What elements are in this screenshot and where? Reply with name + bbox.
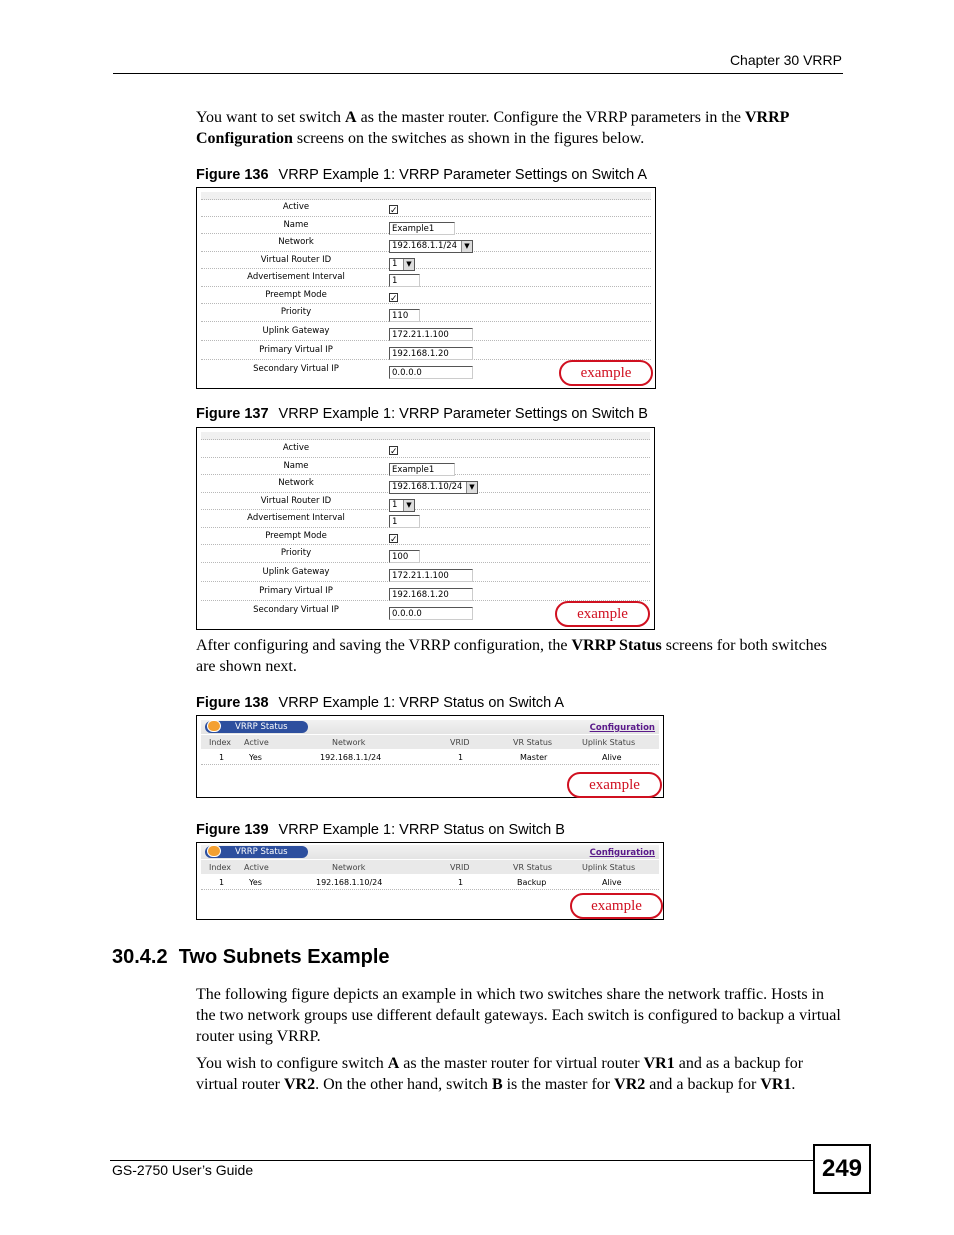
priority-input[interactable]: 100 [389,550,420,563]
status-dot-icon [207,845,221,857]
label-network: Network [278,478,314,488]
row-uplink [201,563,650,582]
cell-vr-status: Master [520,753,548,762]
figure-number: Figure 137 [196,406,269,422]
example-stamp: example [567,772,662,798]
label-secondary: Secondary Virtual IP [253,364,339,374]
preempt-checkbox[interactable]: ✓ [390,292,398,303]
chevron-down-icon: ▼ [466,482,477,493]
intro-paragraph [196,107,846,149]
label-active: Active [282,443,310,453]
status-dot-icon [207,720,221,732]
p2-text-6: and a backup for [645,1076,761,1093]
col-vrid: VRID [450,863,470,872]
label-priority: Priority [280,548,312,558]
chapter-header: Chapter 30 VRRP [729,52,842,68]
col-vr-status: VR Status [513,738,553,747]
status-title-bar [201,845,659,859]
label-preempt: Preempt Mode [265,530,327,541]
intro-text-2: as the master router. Configure the VRRP parameters in the [356,109,745,126]
row-network [201,474,650,493]
row-priority [201,303,651,322]
name-input[interactable]: Example1 [389,222,455,235]
p2-bold-6: VR1 [760,1076,792,1093]
name-input[interactable]: Example1 [389,463,455,476]
example-stamp: example [570,893,663,919]
vrid-value: 1 [392,258,398,269]
col-active: Active [244,863,269,872]
preempt-checkbox[interactable]: ✓ [390,533,398,544]
cell-active: Yes [249,753,262,762]
cell-vrid: 1 [458,753,464,762]
example-stamp: example [555,601,650,627]
status-title-pill: VRRP Status [205,846,308,858]
section-paragraph-2 [196,1053,846,1095]
chevron-down-icon: ▼ [403,259,414,270]
figure-136-screenshot [196,187,656,389]
table-row [201,750,659,765]
col-active: Active [244,738,269,747]
cell-uplink-status: Alive [602,878,622,887]
row-preempt [201,286,651,305]
active-checkbox[interactable]: ✓ [390,205,398,215]
configuration-link[interactable]: Configuration [589,848,655,858]
label-interval: Advertisement Interval [247,513,345,523]
figure-title: VRRP Example 1: VRRP Status on Switch A [278,695,565,711]
label-preempt: Preempt Mode [265,289,327,300]
network-value: 192.168.1.1/24 [392,241,458,251]
col-uplink-status: Uplink Status [582,863,636,872]
p2-bold-5: VR2 [614,1076,646,1093]
network-value: 192.168.1.10/24 [392,482,463,492]
figure-number: Figure 136 [196,167,269,183]
label-primary: Primary Virtual IP [259,345,333,355]
intro-bold-1: A [345,109,357,126]
footer-guide-title: GS-2750 User’s Guide [112,1162,254,1178]
after-bold-1: VRRP Status [571,637,662,654]
figure-title: VRRP Example 1: VRRP Parameter Settings on Switch B [278,406,648,422]
status-table-header [201,735,659,749]
table-row [201,875,659,890]
label-uplink: Uplink Gateway [262,567,330,577]
cell-index: 1 [219,753,225,762]
row-vrid [201,492,650,511]
figure-136-caption [196,167,647,183]
figure-title: VRRP Example 1: VRRP Parameter Settings on Switch A [278,167,648,183]
col-network: Network [332,863,366,872]
after-text-2: screens for both switches are shown next. [196,637,828,675]
p2-bold-3: VR2 [283,1076,316,1093]
p2-text-1: You wish to configure switch [196,1055,388,1072]
figure-number: Figure 139 [196,822,269,838]
figure-number: Figure 138 [196,695,269,711]
p2-bold-1: A [387,1055,400,1072]
chevron-down-icon: ▼ [461,241,472,252]
interval-input[interactable]: 1 [389,274,420,287]
page-number: 249 [813,1144,871,1194]
section-heading: 30.4.2 Two Subnets Example [112,946,390,968]
label-primary: Primary Virtual IP [259,586,333,596]
row-interval [201,268,651,287]
interval-input[interactable]: 1 [389,515,420,528]
row-interval [201,509,650,528]
cell-vrid: 1 [458,878,464,887]
vrid-value: 1 [392,499,398,510]
p2-text-4: . On the other hand, switch [315,1076,492,1093]
row-primary [201,341,651,360]
row-network [201,233,651,252]
figure-137-caption [196,406,648,422]
configuration-link[interactable]: Configuration [589,723,655,733]
status-title-pill: VRRP Status [205,721,308,733]
active-checkbox[interactable]: ✓ [390,446,398,456]
col-uplink-status: Uplink Status [582,738,636,747]
p2-bold-4: B [491,1076,503,1093]
after-paragraph [196,635,846,677]
col-index: Index [209,738,232,747]
row-active [201,439,650,458]
row-name [201,457,650,476]
figure-139-caption [196,822,565,838]
label-name: Name [283,460,309,471]
status-title-bar [201,720,659,734]
primary-ip-input[interactable]: 192.168.1.20 [389,588,473,601]
uplink-input[interactable]: 172.21.1.100 [389,328,473,341]
figure-137-screenshot [196,427,655,630]
header-rule [113,73,843,74]
label-active: Active [282,202,310,212]
chevron-down-icon: ▼ [403,500,414,511]
label-uplink: Uplink Gateway [262,326,330,336]
col-network: Network [332,738,366,747]
label-vrid: Virtual Router ID [260,495,332,506]
footer-rule [110,1160,813,1161]
cell-network: 192.168.1.10/24 [316,878,383,887]
label-secondary: Secondary Virtual IP [253,605,339,615]
label-interval: Advertisement Interval [247,272,345,282]
p2-text-5: is the master for [502,1076,615,1093]
p2-bold-2: VR1 [643,1055,675,1072]
priority-input[interactable]: 110 [389,309,420,322]
intro-bold-2: VRRP Configuration [196,109,789,147]
figure-138-caption [196,695,564,711]
figure-138-screenshot [196,715,664,798]
figure-139-screenshot [196,842,664,920]
row-primary [201,582,650,601]
example-stamp: example [559,360,653,386]
col-vr-status: VR Status [513,863,553,872]
uplink-input[interactable]: 172.21.1.100 [389,569,473,582]
row-vrid [201,251,651,270]
primary-ip-input[interactable]: 192.168.1.20 [389,347,473,360]
label-vrid: Virtual Router ID [260,254,332,265]
label-name: Name [283,219,309,230]
secondary-ip-input[interactable]: 0.0.0.0 [389,607,473,620]
row-active [201,198,651,217]
label-network: Network [278,237,314,247]
label-priority: Priority [280,307,312,317]
row-priority [201,544,650,563]
status-table-header [201,860,659,874]
intro-text-1: You want to set switch [196,109,346,126]
figure-title: VRRP Example 1: VRRP Status on Switch B [278,822,565,838]
p2-text-3: and as a backup for virtual router [196,1055,804,1093]
cell-vr-status: Backup [517,878,547,887]
cell-uplink-status: Alive [602,753,622,762]
after-text-1: After configuring and saving the VRRP configuration, the [196,637,572,654]
col-vrid: VRID [450,738,470,747]
p2-text-2: as the master router for virtual router [399,1055,644,1072]
row-preempt [201,527,650,546]
p2-text-7: . [791,1076,796,1093]
intro-text-3: screens on the switches as shown in the figures below. [292,130,645,147]
secondary-ip-input[interactable]: 0.0.0.0 [389,366,473,379]
row-uplink [201,322,651,341]
cell-active: Yes [249,878,262,887]
cell-index: 1 [219,878,225,887]
section-paragraph-1: The following figure depicts an example in which two switches share the network traffic. Hosts in the two network groups use different default gateways. Each switch is configured to backup a virtual router using VRRP. [196,986,841,1045]
col-index: Index [209,863,232,872]
cell-network: 192.168.1.1/24 [320,753,382,762]
row-name [201,216,651,235]
